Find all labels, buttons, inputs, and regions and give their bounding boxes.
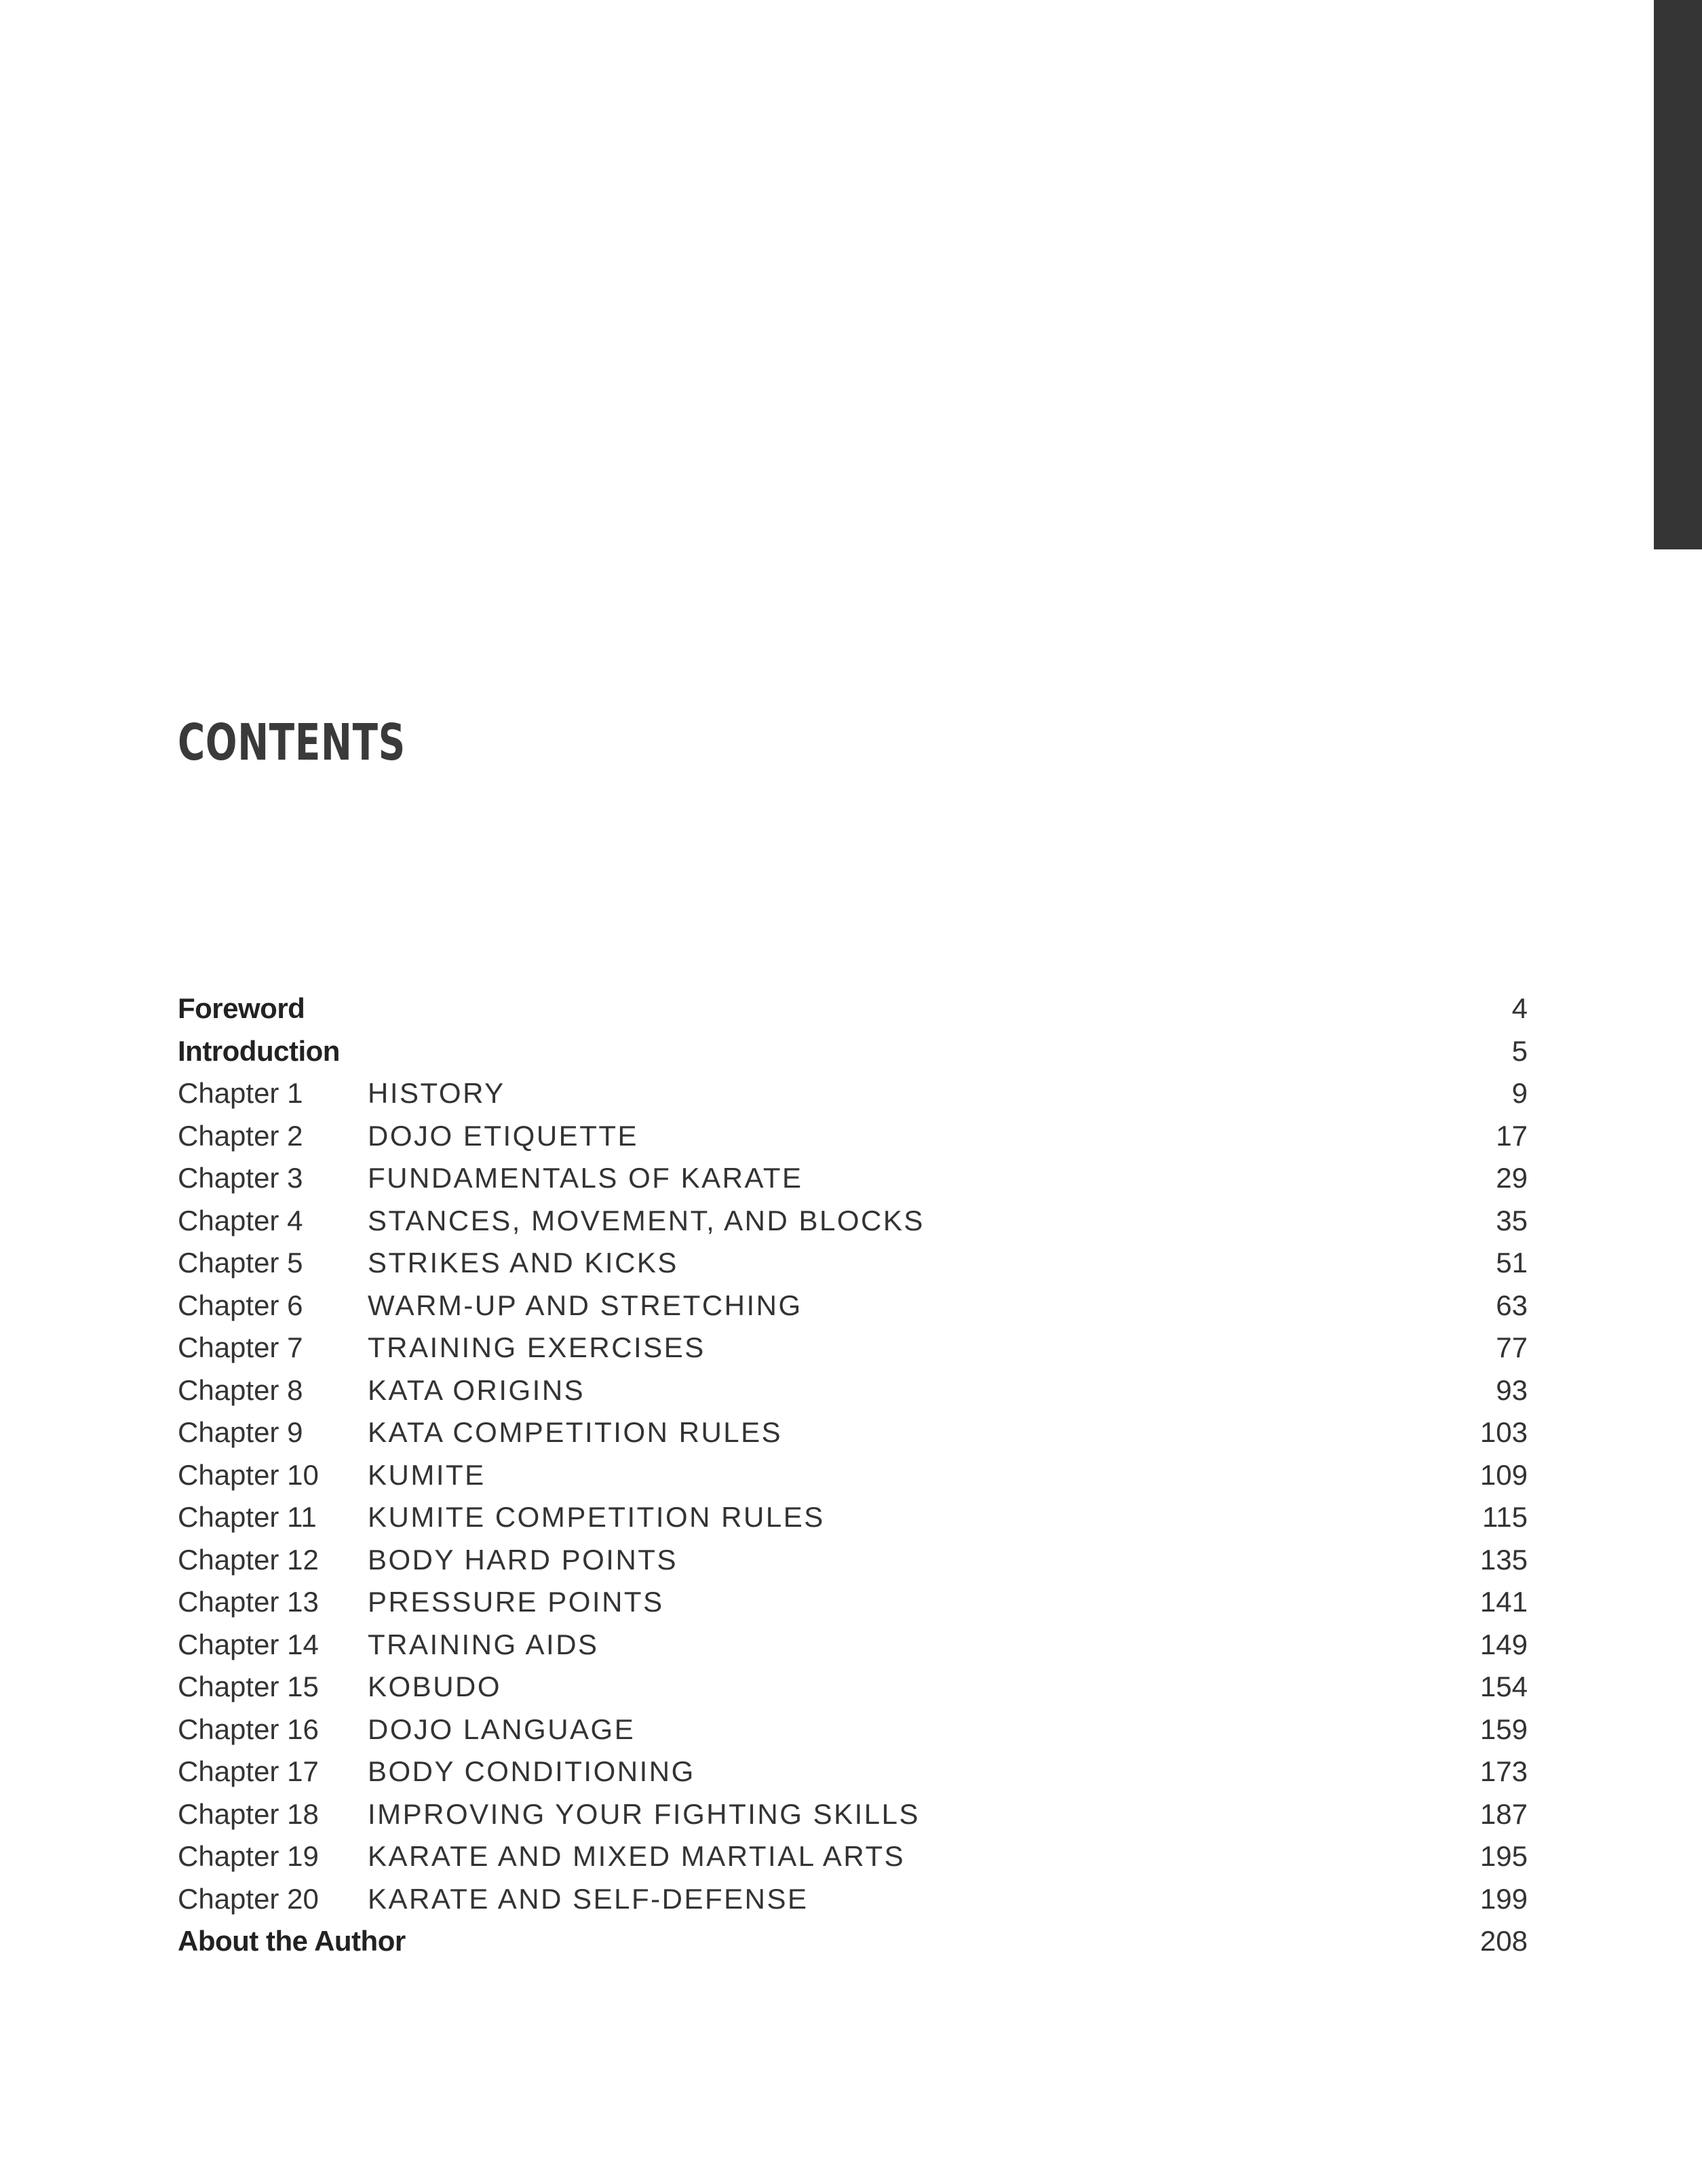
toc-page-number: 5 xyxy=(1511,1034,1528,1067)
toc-entry-label: Introduction xyxy=(178,1034,340,1067)
toc-page-number: 29 xyxy=(1496,1162,1528,1194)
chapter-title: KARATE AND MIXED MARTIAL ARTS xyxy=(368,1840,906,1872)
chapter-number: Chapter 19 xyxy=(178,1840,319,1872)
toc-entry-label: About the Author xyxy=(178,1925,406,1957)
chapter-number: Chapter 11 xyxy=(178,1501,317,1533)
toc-row-introduction[interactable] xyxy=(178,1030,1528,1073)
chapter-title: FUNDAMENTALS OF KARATE xyxy=(368,1162,803,1194)
toc-page-number: 135 xyxy=(1479,1543,1528,1576)
toc-row-chapter-20[interactable] xyxy=(178,1878,1528,1921)
toc-page-number: 63 xyxy=(1496,1289,1528,1321)
chapter-number: Chapter 16 xyxy=(178,1713,319,1745)
chapter-title: DOJO LANGUAGE xyxy=(368,1713,636,1745)
toc-row-chapter-18[interactable] xyxy=(178,1793,1528,1836)
chapter-number: Chapter 7 xyxy=(178,1331,303,1363)
chapter-title: KARATE AND SELF-DEFENSE xyxy=(368,1882,809,1915)
chapter-number: Chapter 9 xyxy=(178,1416,303,1448)
toc-row-chapter-6[interactable] xyxy=(178,1285,1528,1327)
toc-row-chapter-5[interactable] xyxy=(178,1242,1528,1285)
toc-row-chapter-19[interactable] xyxy=(178,1835,1528,1878)
chapter-number: Chapter 10 xyxy=(178,1458,319,1491)
chapter-title: TRAINING AIDS xyxy=(368,1628,599,1660)
chapter-title: BODY CONDITIONING xyxy=(368,1755,695,1787)
chapter-number: Chapter 20 xyxy=(178,1882,319,1915)
toc-entry-label: Foreword xyxy=(178,992,305,1024)
chapter-number: Chapter 15 xyxy=(178,1671,319,1702)
chapter-number: Chapter 6 xyxy=(178,1289,303,1321)
chapter-title: PRESSURE POINTS xyxy=(368,1586,664,1618)
chapter-number: Chapter 5 xyxy=(178,1247,303,1279)
toc-page-number: 9 xyxy=(1511,1077,1528,1109)
chapter-title: KUMITE COMPETITION RULES xyxy=(368,1501,825,1533)
chapter-number: Chapter 3 xyxy=(178,1162,303,1194)
toc-row-chapter-4[interactable] xyxy=(178,1200,1528,1243)
toc-page-number: 149 xyxy=(1479,1628,1528,1660)
toc-row-chapter-1[interactable] xyxy=(178,1072,1528,1115)
toc-page-number: 93 xyxy=(1496,1373,1528,1406)
toc-row-foreword[interactable] xyxy=(178,988,1528,1030)
toc-row-chapter-12[interactable] xyxy=(178,1539,1528,1582)
chapter-title: DOJO ETIQUETTE xyxy=(368,1119,639,1152)
chapter-title: KATA ORIGINS xyxy=(368,1373,585,1406)
page-edge-tab xyxy=(1654,0,1702,549)
chapter-number: Chapter 12 xyxy=(178,1543,319,1576)
toc-page-number: 141 xyxy=(1479,1586,1528,1618)
toc-page-number: 187 xyxy=(1479,1797,1528,1830)
toc-row-chapter-8[interactable] xyxy=(178,1369,1528,1412)
toc-page-number: 154 xyxy=(1479,1671,1528,1702)
toc-page-number: 159 xyxy=(1479,1713,1528,1745)
toc-page-number: 4 xyxy=(1511,992,1528,1024)
toc-page-number: 35 xyxy=(1496,1204,1528,1236)
toc-page-number: 173 xyxy=(1479,1755,1528,1787)
toc-row-chapter-13[interactable] xyxy=(178,1581,1528,1624)
chapter-number: Chapter 1 xyxy=(178,1077,303,1109)
toc-row-chapter-14[interactable] xyxy=(178,1624,1528,1666)
chapter-title: STRIKES AND KICKS xyxy=(368,1247,678,1279)
toc-page-number: 199 xyxy=(1479,1882,1528,1915)
toc-page-number: 77 xyxy=(1496,1331,1528,1363)
toc-page-number: 103 xyxy=(1479,1416,1528,1448)
toc-row-chapter-9[interactable] xyxy=(178,1411,1528,1454)
toc-page-number: 195 xyxy=(1479,1840,1528,1872)
chapter-number: Chapter 2 xyxy=(178,1119,303,1152)
table-of-contents xyxy=(178,988,1528,1963)
chapter-title: HISTORY xyxy=(368,1077,505,1109)
toc-row-chapter-16[interactable] xyxy=(178,1709,1528,1751)
chapter-title: KUMITE xyxy=(368,1458,486,1491)
toc-page-number: 51 xyxy=(1496,1247,1528,1279)
chapter-title: TRAINING EXERCISES xyxy=(368,1331,705,1363)
toc-page-number: 115 xyxy=(1482,1501,1528,1533)
toc-row-chapter-2[interactable] xyxy=(178,1115,1528,1158)
chapter-number: Chapter 18 xyxy=(178,1797,319,1830)
page-title: CONTENTS xyxy=(178,714,406,772)
chapter-title: STANCES, MOVEMENT, AND BLOCKS xyxy=(368,1204,925,1236)
toc-page-number: 17 xyxy=(1496,1119,1528,1152)
chapter-number: Chapter 4 xyxy=(178,1204,303,1236)
chapter-number: Chapter 8 xyxy=(178,1373,303,1406)
toc-row-chapter-3[interactable] xyxy=(178,1157,1528,1200)
chapter-number: Chapter 13 xyxy=(178,1586,319,1618)
toc-row-chapter-7[interactable] xyxy=(178,1327,1528,1369)
toc-row-about-the-author[interactable] xyxy=(178,1920,1528,1963)
chapter-title: KOBUDO xyxy=(368,1671,502,1702)
chapter-title: IMPROVING YOUR FIGHTING SKILLS xyxy=(368,1797,921,1830)
toc-page-number: 109 xyxy=(1479,1458,1528,1491)
toc-row-chapter-11[interactable] xyxy=(178,1496,1528,1539)
chapter-number: Chapter 14 xyxy=(178,1628,319,1660)
chapter-title: KATA COMPETITION RULES xyxy=(368,1416,783,1448)
toc-row-chapter-15[interactable] xyxy=(178,1666,1528,1709)
toc-page-number: 208 xyxy=(1479,1925,1528,1957)
toc-row-chapter-17[interactable] xyxy=(178,1751,1528,1793)
chapter-title: BODY HARD POINTS xyxy=(368,1543,678,1576)
chapter-number: Chapter 17 xyxy=(178,1755,319,1787)
toc-row-chapter-10[interactable] xyxy=(178,1454,1528,1497)
chapter-title: WARM-UP AND STRETCHING xyxy=(368,1289,802,1321)
